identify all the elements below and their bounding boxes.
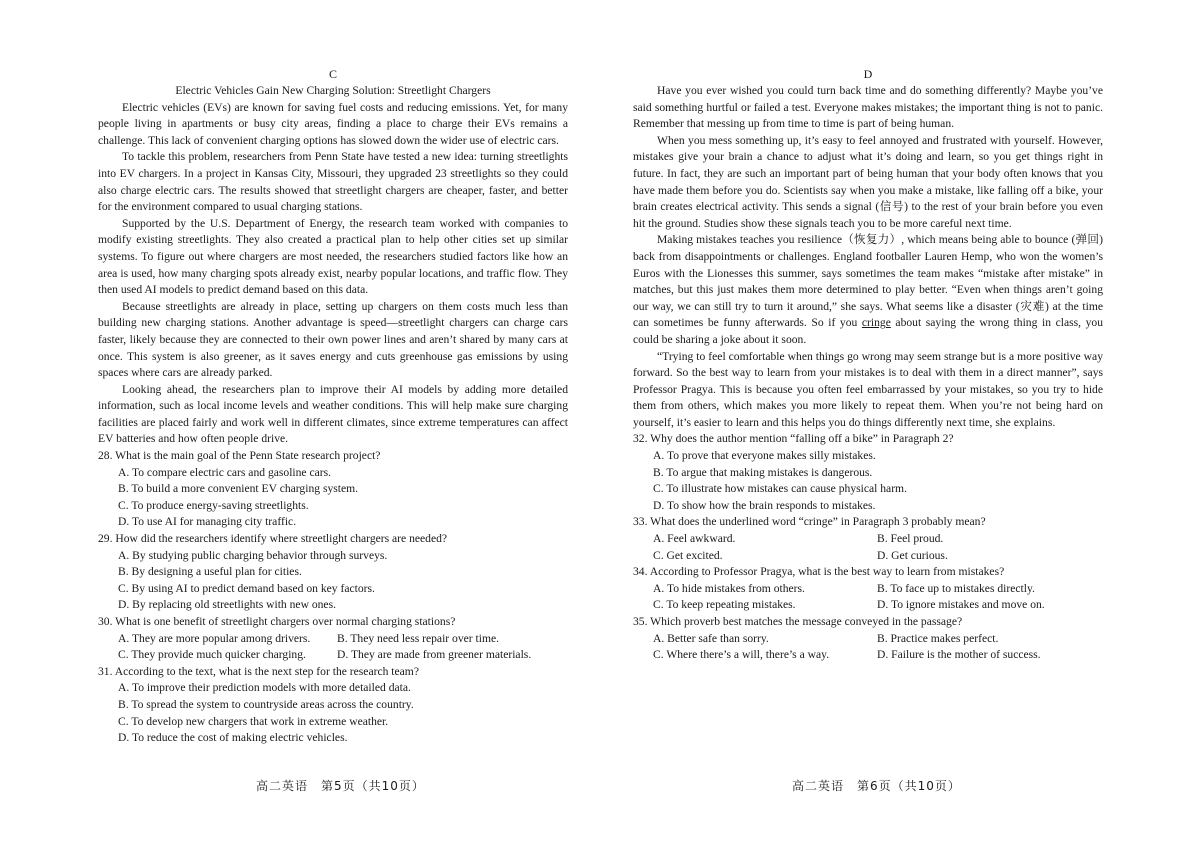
passage-d-column [633, 66, 1103, 664]
question-33 [633, 514, 1103, 564]
option-c: C. They provide much quicker charging. [118, 648, 306, 662]
passage-d-paragraph-3 [633, 232, 1103, 348]
option-c: C. To develop new chargers that work in extreme weather. [118, 714, 389, 728]
option-c: C. To illustrate how mistakes can cause physical harm. [653, 482, 907, 496]
question-32 [633, 431, 1103, 514]
option-b: B. Practice makes perfect. [877, 631, 999, 645]
option-b: B. They need less repair over time. [337, 631, 500, 645]
passage-d-paragraph-1: Have you ever wished you could turn back time and do something differently? Maybe you’ve said something hurtful or failed a test. Everyone makes mistakes; the important thing is not to panic. Remember that messing up from time to time is part of being human. [633, 84, 1103, 131]
passage-c-column [98, 66, 568, 747]
passage-c-paragraph-4: Because streetlights are already in place, setting up chargers on them costs much less than building new charging stations. Another advantage is speed—streetlight chargers can charge cars faster, likely because they are connected to their own power lines and aren’t shared by many cars at once. This system is also greener, as it saves energy and cuts greenhouse gas emissions by using spaces where cars are already parked. [98, 299, 568, 380]
option-b: B. To face up to mistakes directly. [877, 581, 1035, 595]
option-a: A. By studying public charging behavior through surveys. [118, 548, 388, 562]
option-row [633, 597, 1103, 614]
passage-c-paragraph-5: Looking ahead, the researchers plan to improve their AI models by adding more detailed information, such as local income levels and weather conditions. This will help make sure charging facilities are placed fairly and work well in different climates, since extreme temperatures can affect EV batteries and how often people drive. [98, 382, 568, 446]
passage-c-paragraph-3: Supported by the U.S. Department of Energy, the research team worked with companies to modify existing streetlights. They also created a practical plan to help other cities set up similar systems. To figure out where chargers are most needed, the researchers studied factors like how an area is used, how many charging spots already exist, nearby popular locations, and traffic flow. They then used AI models to predict demand based on this data. [98, 216, 568, 297]
question-35 [633, 614, 1103, 664]
option-a: A. To prove that everyone makes silly mistakes. [653, 449, 876, 463]
option-c: C. Get excited. [653, 548, 723, 562]
option-b: B. To argue that making mistakes is dangerous. [653, 465, 873, 479]
page-footer-left: 高二英语 第5页（共10页） [256, 779, 425, 793]
passage-c-paragraph-2: To tackle this problem, researchers from Penn State have tested a new idea: turning streetlights into EV chargers. In a project in Kansas City, Missouri, they upgraded 23 streetlights so they could also charge electric cars. The results showed that streetlight chargers are cheaper, faster, and better for the environment compared to usual charging stations. [98, 150, 568, 214]
underlined-word: cringe [861, 316, 891, 330]
option-d: D. By replacing old streetlights with new ones. [118, 598, 336, 612]
option-a: A. To hide mistakes from others. [653, 581, 805, 595]
option-b: B. Feel proud. [877, 532, 944, 546]
option-d: D. Get curious. [877, 548, 948, 562]
option-c: C. To keep repeating mistakes. [653, 598, 796, 612]
section-letter-c: C [328, 67, 337, 81]
option-row [633, 631, 1103, 648]
option-c: C. To produce energy-saving streetlights. [118, 498, 309, 512]
paragraph-text: about saying the wrong thing in class, you could be sharing a joke about it soon. [633, 316, 1103, 346]
option-d: D. To ignore mistakes and move on. [877, 598, 1045, 612]
passage-d-paragraph-2: When you mess something up, it’s easy to feel annoyed and frustrated with yourself. However, mistakes give your brain a chance to adjust what it’s doing and learn, so you get things right in future. In fact, they are such an important part of being human that your body often knows that you have made them before you do. Scientists say when you make a mistake, like falling off a bike, your brain creates electrical activity. This sends a signal (信号) to the rest of your brain before you even hit the ground. Studies show these signals teach you to be more careful next time. [633, 133, 1103, 230]
question-28 [98, 448, 568, 531]
option-row [633, 531, 1103, 548]
option-d: D. To reduce the cost of making electric vehicles. [118, 731, 348, 745]
option-a: A. To improve their prediction models with more detailed data. [118, 681, 411, 695]
question-stem: 28. What is the main goal of the Penn State research project? [98, 449, 381, 463]
question-stem: 32. Why does the author mention “falling off a bike” in Paragraph 2? [633, 432, 954, 446]
option-a: A. Better safe than sorry. [653, 631, 769, 645]
option-d: D. To use AI for managing city traffic. [118, 515, 297, 529]
option-b: B. To build a more convenient EV charging system. [118, 482, 359, 496]
question-34 [633, 564, 1103, 614]
option-b: B. By designing a useful plan for cities. [118, 565, 302, 579]
question-30 [98, 614, 568, 664]
option-c: C. By using AI to predict demand based on key factors. [118, 581, 375, 595]
option-a: A. Feel awkward. [653, 532, 736, 546]
question-29 [98, 531, 568, 614]
question-stem: 34. According to Professor Pragya, what is the best way to learn from mistakes? [633, 565, 1005, 579]
option-row [98, 631, 568, 648]
option-c: C. Where there’s a will, there’s a way. [653, 648, 830, 662]
option-b: B. To spread the system to countryside areas across the country. [118, 697, 414, 711]
question-stem: 33. What does the underlined word “cringe” in Paragraph 3 probably mean? [633, 515, 986, 529]
option-d: D. They are made from greener materials. [337, 648, 532, 662]
option-d: D. To show how the brain responds to mistakes. [653, 498, 876, 512]
question-stem: 31. According to the text, what is the next step for the research team? [98, 664, 419, 678]
question-31 [98, 664, 568, 747]
page-footer-right: 高二英语 第6页（共10页） [792, 779, 961, 793]
option-row [98, 647, 568, 664]
paragraph-text: Making mistakes teaches you resilience（恢复力）, which means being able to bounce (弹回) back from disappointments or challenges. England footballer Lauren Hemp, who won the women’s Euros with the Lionesses this summer, says sometimes the team makes “mistake after mistake” in matches, but this just makes them more determined to play better. “Even when things aren’t going our way, we can still try to turn it around,” she says. What seems like a disaster (灾难) at the time can sometimes be funny afterwards. So if you [633, 233, 1103, 330]
section-letter-d: D [863, 67, 873, 81]
passage-d-paragraph-4: “Trying to feel comfortable when things go wrong may seem strange but is a more positive way forward. So the best way to learn from your mistakes is to deal with them in a direct manner”, says Professor Pragya. This is because you often feel embarrassed by your mistakes, so you try to hide them from others, which makes you more likely to repeat them. When you’re not being hard on yourself, it’s easier to learn and this helps you do things differently next time, she explains. [633, 349, 1103, 429]
question-stem: 30. What is one benefit of streetlight chargers over normal charging stations? [98, 615, 456, 628]
option-d: D. Failure is the mother of success. [877, 648, 1041, 662]
option-row [633, 581, 1103, 598]
question-stem: 35. Which proverb best matches the message conveyed in the passage? [633, 615, 963, 628]
option-row [633, 647, 1103, 664]
option-row [633, 548, 1103, 565]
option-a: A. To compare electric cars and gasoline cars. [118, 465, 332, 479]
option-a: A. They are more popular among drivers. [118, 631, 311, 645]
article-title: Electric Vehicles Gain New Charging Solution: Streetlight Chargers [175, 84, 491, 97]
passage-c-paragraph-1: Electric vehicles (EVs) are known for saving fuel costs and reducing emissions. Yet, for many people living in apartments or busy city areas, finding a place to charge their EVs remains a challenge. This lack of convenient charging options has slowed down the wider use of electric cars. [98, 100, 568, 147]
question-stem: 29. How did the researchers identify where streetlight chargers are needed? [98, 532, 448, 546]
